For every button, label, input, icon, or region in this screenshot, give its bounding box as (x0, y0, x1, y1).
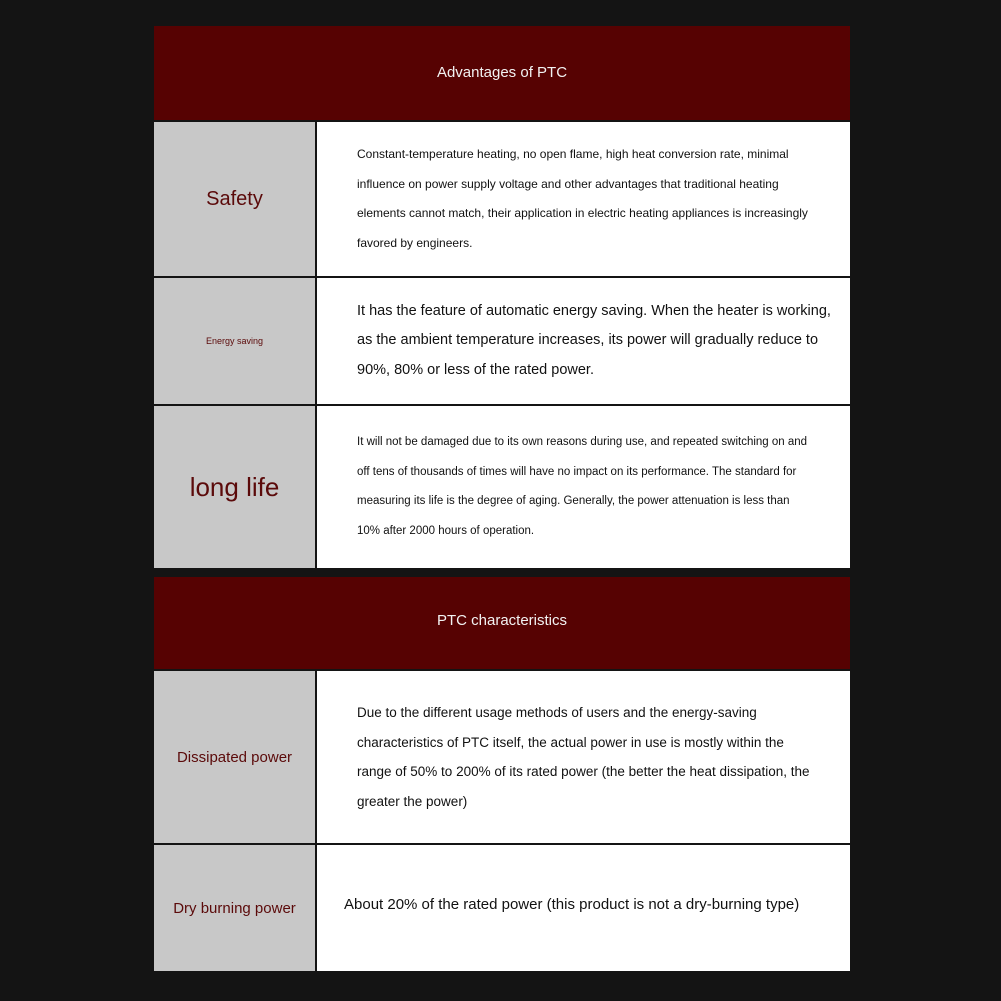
safety-text: Constant-temperature heating, no open flame, high heat conversion rate, minimal influence on power supply voltage and other advantages that traditional heating elements cannot match, their application in electric heating appliances is increasingly favored by engineers. (357, 147, 808, 250)
energy-saving-label: Energy saving (154, 278, 317, 404)
safety-row (154, 120, 850, 276)
dry-burning-power-text-cell (317, 845, 850, 971)
energy-saving-text: It has the feature of automatic energy saving. When the heater is working, as the ambient temperature increases, its power will gradually reduce to 90%, 80% or less of the rated power. (357, 302, 831, 378)
characteristics-title: PTC characteristics (436, 612, 568, 629)
dissipated-power-text-cell (317, 671, 850, 843)
energy-saving-text-cell (317, 278, 850, 404)
dry-burning-power-text: About 20% of the rated power (this product is not a dry-burning type) (344, 896, 800, 913)
long-life-label: long life (154, 406, 317, 568)
long-life-text: It will not be damaged due to its own reasons during use, and repeated switching on and off tens of thousands of times will have no impact on its performance. The standard for measuring its life is the degree of aging. Generally, the power attenuation is less than 10% after 2000 hours of operation. (357, 436, 808, 537)
energy-saving-row (154, 276, 850, 404)
advantages-header (154, 26, 850, 120)
advantages-table (154, 26, 850, 568)
dissipated-power-text: Due to the different usage methods of users and the energy-saving characteristics of PTC itself, the actual power in use is mostly within the range of 50% to 200% of its rated power (the better the heat dissipation, the greater the power) (357, 705, 810, 809)
dissipated-power-row (154, 669, 850, 843)
characteristics-table (154, 577, 850, 971)
dissipated-power-label: Dissipated power (154, 671, 317, 843)
characteristics-header (154, 577, 850, 669)
long-life-text-cell (317, 406, 850, 568)
safety-text-cell (317, 122, 850, 276)
safety-label: Safety (154, 122, 317, 276)
dry-burning-power-label: Dry burning power (154, 845, 317, 971)
long-life-row (154, 404, 850, 568)
dry-burning-power-row (154, 843, 850, 971)
advantages-title: Advantages of PTC (436, 64, 568, 81)
